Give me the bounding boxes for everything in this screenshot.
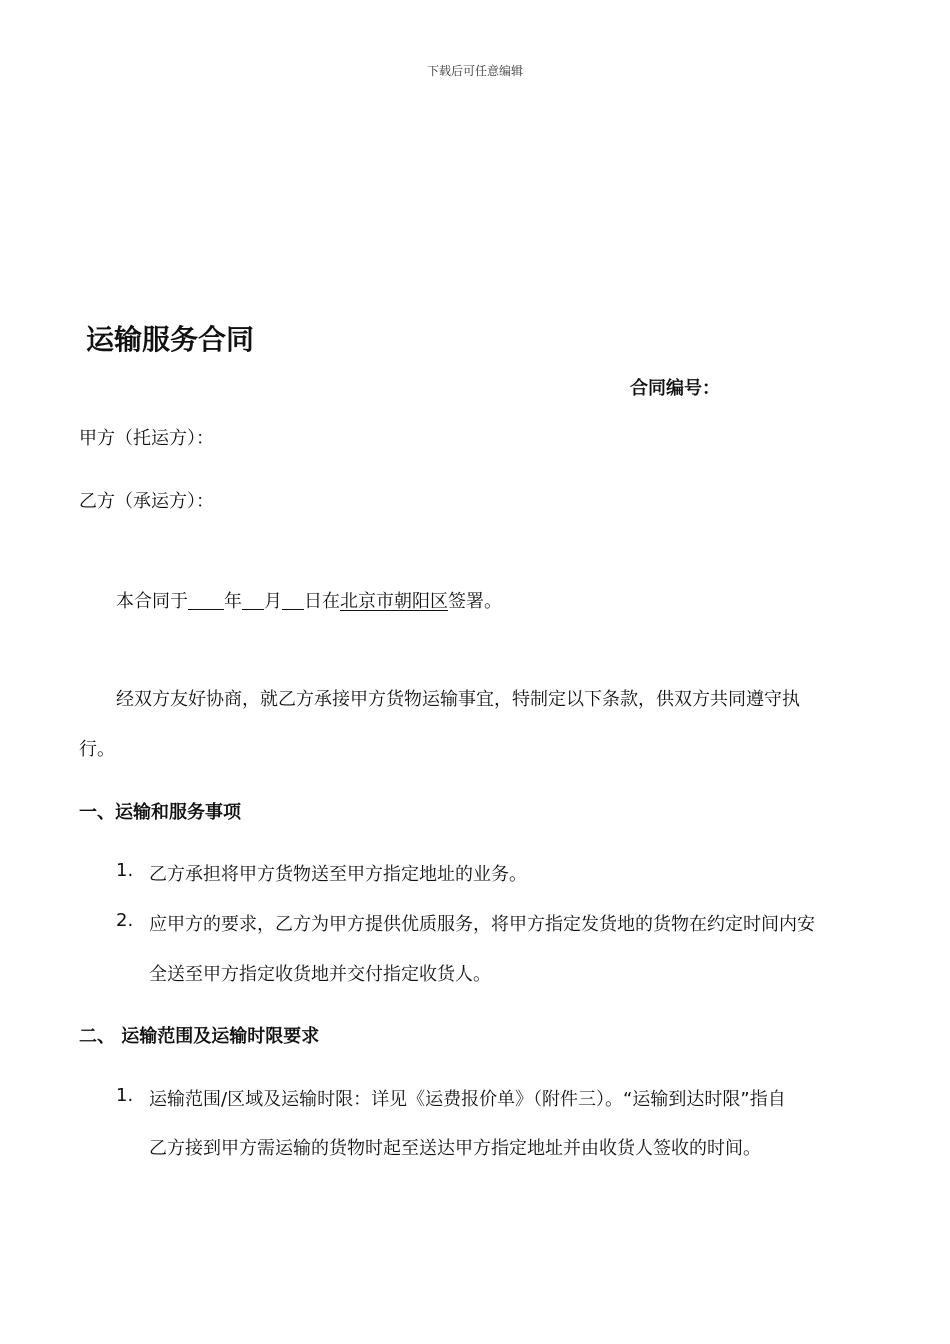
- signing-year: 年: [224, 591, 242, 612]
- party-b-label: 乙方（承运方）：: [79, 491, 214, 512]
- section-2-item-1-line-1: 运输范围/区域及运输时限：详见《运费报价单》（附件三）。“运输到达时限”指自: [149, 1089, 786, 1110]
- header-note: 下载后可任意编辑: [426, 64, 523, 78]
- contract-number-label: 合同编号：: [630, 378, 720, 399]
- section-1-item-1-number: 1.: [116, 860, 134, 881]
- party-a-label: 甲方（托运方）：: [79, 428, 214, 449]
- section-2-item-1-line-2: 乙方接到甲方需运输的货物时起至送达甲方指定地址并由收货人签收的时间。: [149, 1138, 761, 1159]
- signing-suffix: 签署。: [448, 591, 502, 612]
- signing-place: 北京市朝阳区: [340, 591, 448, 612]
- section-1-title: 一、运输和服务事项: [79, 802, 241, 823]
- month-blank: [242, 591, 264, 610]
- day-blank: [282, 591, 304, 610]
- signing-statement: [116, 587, 502, 613]
- section-2-title: 二、 运输范围及运输时限要求: [79, 1026, 320, 1047]
- year-blank: [188, 591, 224, 610]
- section-1-item-2-line-2: 全送至甲方指定收货地并交付指定收货人。: [149, 964, 491, 985]
- document-title: 运输服务合同: [86, 323, 255, 356]
- signing-day: 日在: [304, 591, 340, 612]
- intro-line-2: 行。: [79, 739, 115, 760]
- intro-line-1: 经双方友好协商，就乙方承接甲方货物运输事宜，特制定以下条款，供双方共同遵守执: [116, 689, 800, 710]
- section-2-item-1-number: 1.: [116, 1085, 134, 1106]
- signing-prefix: 本合同于: [116, 591, 188, 612]
- section-1-item-1-line-1: 乙方承担将甲方货物送至甲方指定地址的业务。: [149, 864, 527, 885]
- section-1-item-2-number: 2.: [116, 910, 134, 931]
- signing-month: 月: [264, 591, 282, 612]
- section-1-item-2-line-1: 应甲方的要求，乙方为甲方提供优质服务，将甲方指定发货地的货物在约定时间内安: [149, 914, 815, 935]
